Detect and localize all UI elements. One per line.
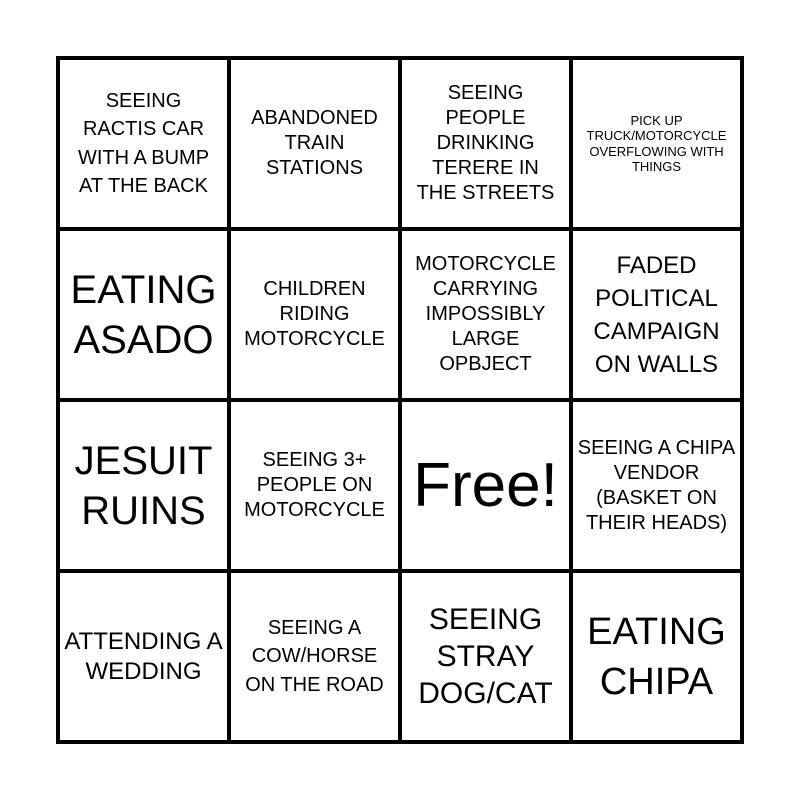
bingo-cell[interactable] <box>60 573 227 740</box>
bingo-cell-label: SEEING STRAY DOG/CAT <box>418 603 553 710</box>
bingo-board <box>56 56 744 744</box>
bingo-cell[interactable] <box>573 402 740 569</box>
bingo-cell-label: CHILDREN RIDING MOTORCYCLE <box>244 278 385 350</box>
bingo-cell[interactable] <box>60 60 227 227</box>
bingo-cell-label: SEEING A CHIPA VENDOR (BASKET ON THEIR HEADS) <box>577 436 736 534</box>
bingo-cell-label: ABANDONED TRAIN STATIONS <box>251 107 378 179</box>
bingo-cell[interactable] <box>231 60 398 227</box>
grid-line-vertical <box>740 56 744 744</box>
free-space-label: Free! <box>413 450 558 520</box>
bingo-cell-label: EATING ASADO <box>70 267 217 362</box>
bingo-cell-label: PICK UP TRUCK/MOTORCYCLE OVERFLOWING WITH THINGS <box>586 112 727 174</box>
bingo-cell[interactable] <box>402 60 569 227</box>
bingo-cell-label: SEEING 3+ PEOPLE ON MOTORCYCLE <box>244 449 385 521</box>
bingo-cell[interactable] <box>231 573 398 740</box>
bingo-cell-label: MOTORCYCLE CARRYING IMPOSSIBLY LARGE OPBJECT <box>415 253 556 375</box>
bingo-cell[interactable] <box>402 231 569 398</box>
bingo-cell[interactable] <box>60 231 227 398</box>
bingo-cell-label: EATING CHIPA <box>587 610 726 703</box>
bingo-cell-label: FADED POLITICAL CAMPAIGN ON WALLS <box>593 251 720 378</box>
bingo-free-space[interactable] <box>402 402 569 569</box>
bingo-cell[interactable] <box>573 231 740 398</box>
bingo-cell[interactable] <box>60 402 227 569</box>
bingo-cell[interactable] <box>573 573 740 740</box>
bingo-cell-label: ATTENDING A WEDDING <box>64 627 223 685</box>
bingo-cell-label: JESUIT RUINS <box>74 438 213 533</box>
bingo-cell[interactable] <box>573 60 740 227</box>
bingo-cell[interactable] <box>402 573 569 740</box>
bingo-cell[interactable] <box>231 231 398 398</box>
bingo-cell[interactable] <box>231 402 398 569</box>
bingo-cell-label: SEEING A COW/HORSE ON THE ROAD <box>245 616 384 696</box>
bingo-cell-label: SEEING RACTIS CAR WITH A BUMP AT THE BACK <box>77 89 210 197</box>
bingo-cell-label: SEEING PEOPLE DRINKING TERERE IN THE STREETS <box>416 82 555 204</box>
